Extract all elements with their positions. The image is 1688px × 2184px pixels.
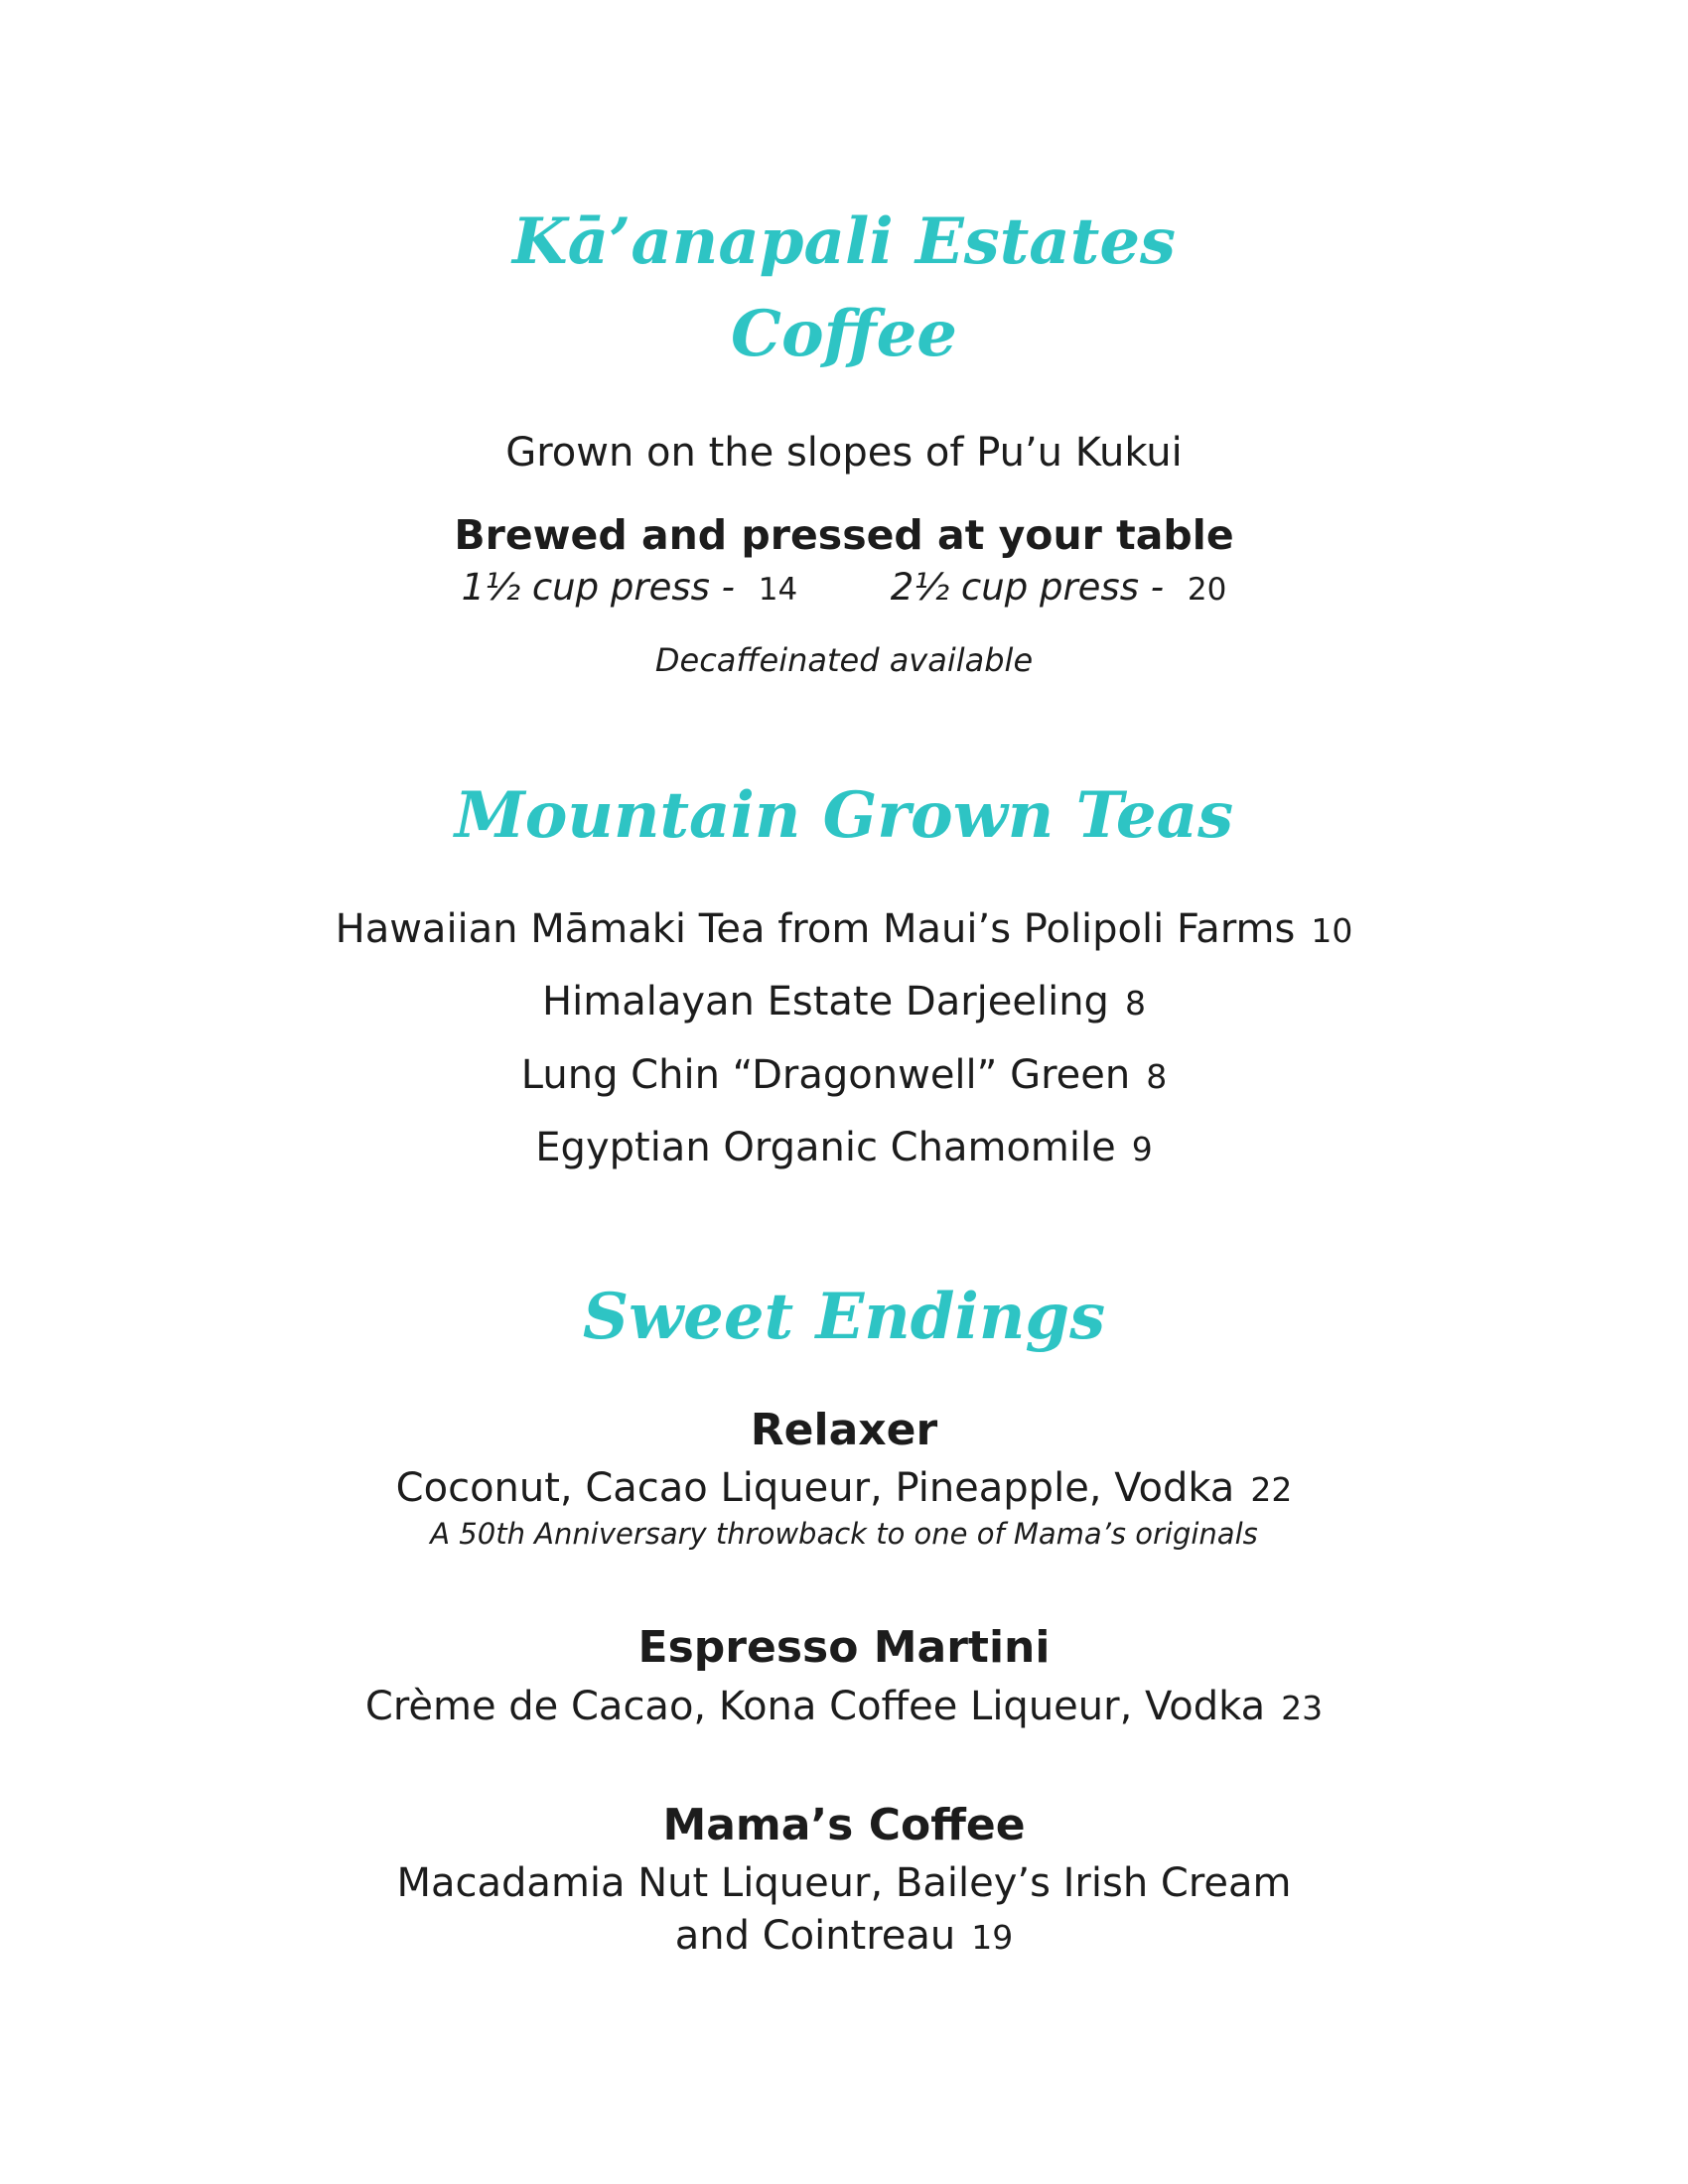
- tea-price: 9: [1131, 1130, 1153, 1168]
- espresso-martini-desc: Crème de Cacao, Kona Coffee Liqueur, Vodka: [364, 1684, 1266, 1729]
- tea-name: Egyptian Organic Chamomile: [535, 1125, 1116, 1170]
- espresso-martini-price: 23: [1281, 1689, 1324, 1727]
- press-small-price: 14: [758, 572, 798, 608]
- tea-price: 10: [1311, 911, 1353, 950]
- relaxer-name: Relaxer: [750, 1405, 938, 1455]
- tea-name: Lung Chin “Dragonwell” Green: [520, 1052, 1131, 1098]
- relaxer-desc: Coconut, Cacao Liqueur, Pineapple, Vodka: [395, 1465, 1235, 1511]
- coffee-title-line1: Kā’anapali Estates: [511, 205, 1177, 279]
- tea-item: [0, 906, 1688, 952]
- tea-price: 8: [1146, 1057, 1168, 1096]
- tea-name: Hawaiian Māmaki Tea from Maui’s Polipoli Farms: [335, 906, 1296, 952]
- coffee-title-line2: Coffee: [731, 297, 957, 371]
- mamas-coffee-price: 19: [971, 1918, 1014, 1957]
- press-large-price: 20: [1187, 572, 1227, 608]
- relaxer-note: A 50th Anniversary throwback to one of Mama’s originals: [430, 1517, 1258, 1551]
- sweet-endings-title: Sweet Endings: [582, 1280, 1106, 1354]
- mamas-coffee-name: Mama’s Coffee: [662, 1800, 1026, 1850]
- mamas-coffee-item: [0, 1913, 1688, 1959]
- decaf-note: Decaffeinated available: [654, 641, 1034, 679]
- tea-item: [0, 1125, 1688, 1170]
- relaxer-price: 22: [1250, 1470, 1293, 1509]
- coffee-grown-text: Grown on the slopes of Pu’u Kukui: [505, 430, 1183, 476]
- espresso-martini-item: [0, 1684, 1688, 1729]
- tea-price: 8: [1124, 984, 1146, 1023]
- tea-name: Himalayan Estate Darjeeling: [542, 979, 1109, 1024]
- coffee-press-options: [0, 566, 1688, 609]
- mamas-coffee-desc-line2: and Cointreau: [674, 1913, 956, 1959]
- tea-item: [0, 1052, 1688, 1098]
- relaxer-item: [0, 1465, 1688, 1511]
- teas-title: Mountain Grown Teas: [454, 778, 1234, 853]
- espresso-martini-name: Espresso Martini: [637, 1622, 1051, 1673]
- press-large-label: 2½ cup press -: [890, 566, 1165, 609]
- mamas-coffee-desc-line1: Macadamia Nut Liqueur, Bailey’s Irish Cream: [396, 1860, 1292, 1906]
- tea-item: [0, 979, 1688, 1024]
- press-small-label: 1½ cup press -: [461, 566, 736, 609]
- coffee-brewed-heading: Brewed and pressed at your table: [454, 511, 1234, 559]
